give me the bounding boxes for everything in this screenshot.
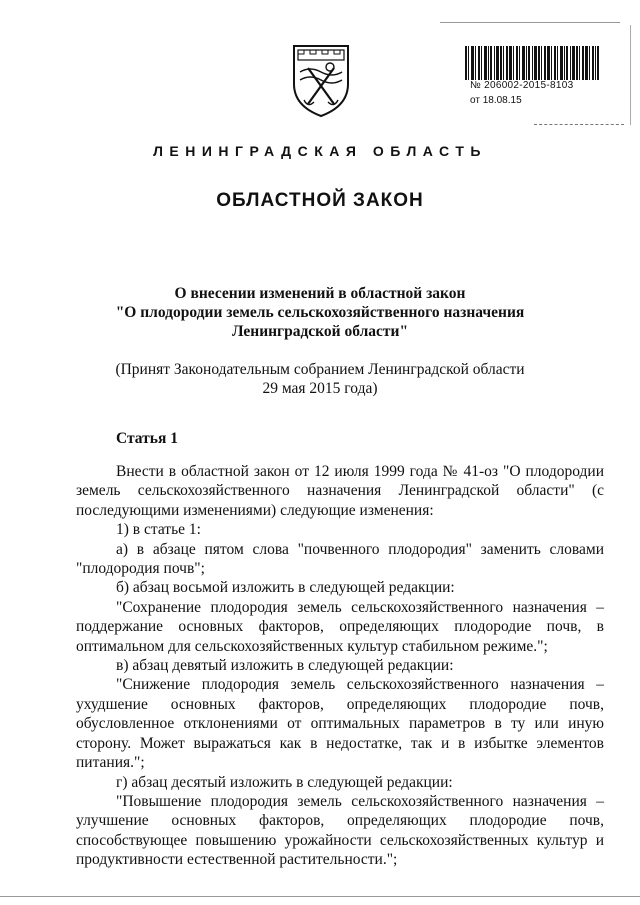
paragraph: б) абзац восьмой изложить в следующей редакции:: [116, 579, 455, 597]
paragraph: Внести в областной закон от 12 июля 1999 года № 41-оз "О плодородии земель сельскохозяйственного назначения Ленинградской области" (с последующими изменениями) следующие изменения:: [76, 463, 604, 519]
header-dashed-line: [534, 124, 624, 125]
law-title-line: О внесении изменений в областной закон: [174, 285, 466, 302]
law-title-line: "О плодородии земель сельскохозяйственного назначения: [115, 304, 525, 321]
law-title: [60, 284, 580, 341]
registration-date: от 18.08.15: [470, 95, 522, 106]
law-title-line: Ленинградской области": [231, 323, 409, 340]
top-divider: [440, 22, 620, 23]
registration-number: № 206002-2015-8103: [470, 80, 574, 91]
law-type-heading: ОБЛАСТНОЙ ЗАКОН: [216, 190, 424, 211]
adoption-note-line: 29 мая 2015 года): [262, 380, 378, 397]
paragraph: "Сохранение плодородия земель сельскохозяйственного назначения – поддержание основных факторов, определяющих плодородие почв, в оптимальном для сельскохозяйственных культур стабильном режиме.";: [76, 598, 604, 655]
paragraph: в) абзац девятый изложить в следующей редакции:: [116, 657, 454, 675]
edge-divider: [630, 25, 631, 125]
bottom-divider: [0, 896, 640, 897]
region-heading: ЛЕНИНГРАДСКАЯ ОБЛАСТЬ: [153, 143, 487, 159]
paragraph: 1) в статье 1:: [116, 521, 201, 539]
adoption-note-line: (Принят Законодательным собранием Ленинградской области: [115, 361, 525, 378]
paragraph: а) в абзаце пятом слова "почвенного плодородия" заменить словами "плодородия почв";: [76, 540, 604, 578]
paragraph: "Повышение плодородия земель сельскохозяйственного назначения – улучшение основных факторов, определяющих плодородие почв, способствующее повышению урожайности сельскохозяйственных культур и продуктивности естественной растительности.";: [76, 792, 604, 869]
paragraph: "Снижение плодородия земель сельскохозяйственного назначения – ухудшение основных факторов, определяющих плодородие почв, обусловленное отклонениями от оптимальных параметров в ту или иную сторону. Может выражаться как в недостатке, так и в избытке элементов питания.";: [76, 676, 604, 772]
paragraph: г) абзац десятый изложить в следующей редакции:: [116, 773, 453, 791]
adoption-note: [60, 360, 580, 398]
barcode: [465, 46, 599, 80]
article-heading: Статья 1: [116, 430, 178, 447]
article-body: [76, 462, 604, 870]
coat-of-arms-icon: [290, 40, 352, 118]
